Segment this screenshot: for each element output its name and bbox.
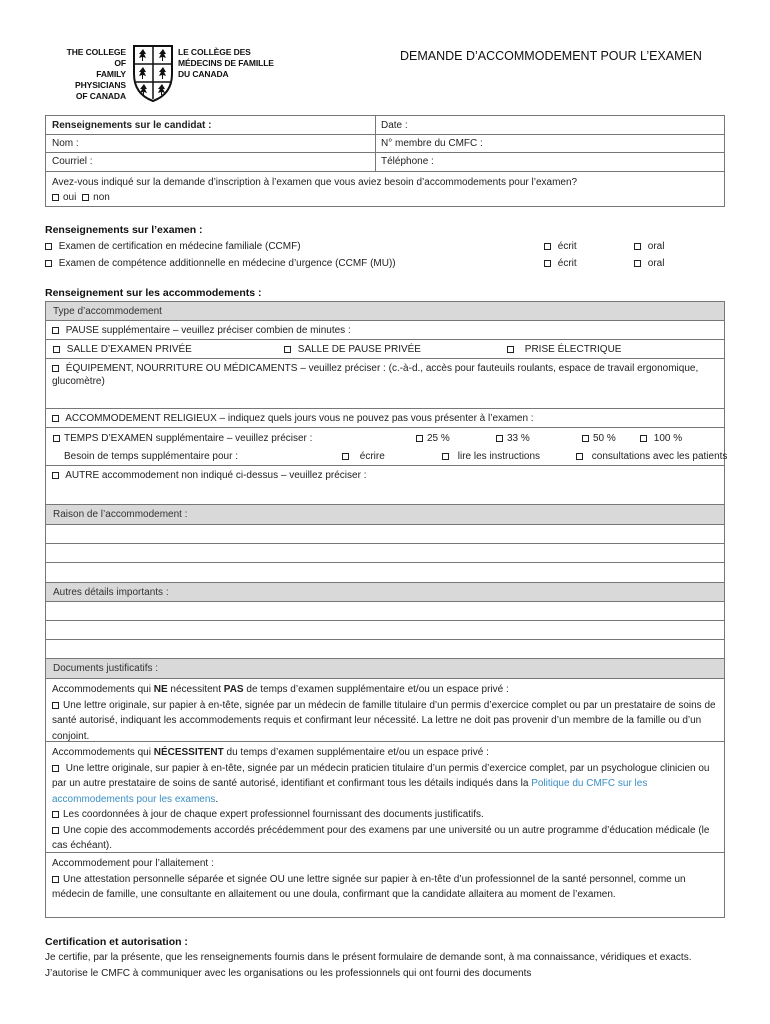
need-read-label: lire les instructions bbox=[457, 451, 541, 462]
accommodations-table bbox=[45, 301, 728, 918]
time-50-label: 50 % bbox=[593, 433, 616, 444]
breastfeeding-section bbox=[46, 853, 724, 917]
nec-copy-text: Une copie des accommodements accordés précédemment pour des examens par une université ou un autre programme d’éducation médicale (le cas échéant). bbox=[52, 824, 710, 851]
need-write-checkbox[interactable] bbox=[342, 453, 349, 460]
time-100-label: 100 % bbox=[653, 433, 683, 444]
date-field[interactable]: Date : bbox=[381, 120, 408, 131]
equipment-checkbox[interactable] bbox=[52, 365, 59, 372]
ccmf-checkbox[interactable] bbox=[45, 243, 52, 250]
nec-bold: NÉCESSITENT bbox=[153, 747, 224, 758]
ccmf-mu-oral bbox=[634, 257, 664, 270]
private-break-room-checkbox[interactable] bbox=[284, 346, 291, 353]
equipment-label: ÉQUIPEMENT, NOURRITURE OU MÉDICAMENTS – veuillez préciser : (c.-à-d., accès pour fauteuils roulants, espace de travail ergonomique, glucomètre) bbox=[52, 363, 699, 387]
ccmf-mu-oral-checkbox[interactable] bbox=[634, 260, 641, 267]
email-field[interactable]: Courriel : bbox=[52, 156, 93, 167]
non-label: non bbox=[93, 192, 110, 203]
breastfeeding-text: Une attestation personnelle séparée et signée OU une lettre signée sur papier à en-tête d’un professionnel de la santé personnel, comme un médecin de famille, une consultante en allaitement ou une doula, confirmant que la candidate allaitera au moment de l’examen. bbox=[52, 873, 686, 900]
private-exam-room-label: SALLE D’EXAMEN PRIVÉE bbox=[66, 344, 192, 355]
time-33-label: 33 % bbox=[507, 433, 530, 444]
certification-text: Je certifie, par la présente, que les renseignements fournis dans le présent formulaire de demande sont, à ma connaissance, véridiques et exacts. J’autorise le CMFC à communiquer avec les organisations ou les professionnels qui ont fourni des documents bbox=[45, 952, 692, 979]
exam-ccmf-mu-row bbox=[45, 257, 396, 270]
exam-ccmf-row bbox=[45, 240, 301, 253]
need-consult-label: consultations avec les patients bbox=[591, 451, 728, 462]
other-label: AUTRE accommodement non indiqué ci-dessus – veuillez préciser : bbox=[65, 470, 367, 481]
ecrit-label: écrit bbox=[557, 241, 577, 252]
no-extra-time-section bbox=[46, 679, 724, 742]
details-line[interactable] bbox=[46, 621, 724, 640]
need-consult-checkbox[interactable] bbox=[576, 453, 583, 460]
candidate-table bbox=[45, 115, 725, 207]
nec-prefix: Accommodements qui bbox=[52, 747, 154, 758]
electrical-outlet bbox=[507, 343, 621, 356]
ccmf-label: Examen de certification en médecine familiale (CCMF) bbox=[58, 241, 301, 252]
time-50 bbox=[582, 432, 616, 445]
ccmf-oral bbox=[634, 240, 664, 253]
pause-row bbox=[46, 321, 724, 340]
ne-bold: NE bbox=[153, 684, 168, 695]
ccmf-oral-checkbox[interactable] bbox=[634, 243, 641, 250]
time-33 bbox=[496, 432, 530, 445]
logo-fr-line: DU CANADA bbox=[178, 69, 229, 79]
time-33-checkbox[interactable] bbox=[496, 435, 503, 442]
need-read-checkbox[interactable] bbox=[442, 453, 449, 460]
candidate-heading: Renseignements sur le candidat : bbox=[52, 120, 212, 131]
exam-time-label: TEMPS D’EXAMEN supplémentaire – veuillez préciser : bbox=[64, 433, 313, 444]
time-100 bbox=[640, 432, 682, 445]
reason-line[interactable] bbox=[46, 525, 724, 544]
type-header: Type d’accommodement bbox=[46, 302, 724, 321]
ne-mid: nécessitent bbox=[167, 684, 224, 695]
oral-label: oral bbox=[647, 258, 665, 269]
ecrit-label: écrit bbox=[557, 258, 577, 269]
logo-en-line: OF CANADA bbox=[75, 91, 126, 101]
nec-letter-checkbox[interactable] bbox=[52, 765, 59, 772]
nec-letter-text: Une lettre originale, sur papier à en-tête, signée par un médecin praticien titulaire d’un permis d’exercice complet, par un psychologue clinicien ou par un autre prestataire de soins de santé autorisé, identifiant et confirmant tous les détails indiqués dans la bbox=[52, 762, 710, 789]
electrical-outlet-checkbox[interactable] bbox=[507, 346, 514, 353]
ne-suffix: de temps d’examen supplémentaire et/ou un espace privé : bbox=[243, 684, 509, 695]
private-exam-room bbox=[53, 343, 192, 356]
need-consult bbox=[576, 450, 727, 463]
member-number-field[interactable]: N° membre du CMFC : bbox=[381, 138, 483, 149]
need-write bbox=[342, 450, 385, 463]
exam-time-checkbox[interactable] bbox=[53, 435, 60, 442]
phone-field[interactable]: Téléphone : bbox=[381, 156, 434, 167]
non-checkbox[interactable] bbox=[82, 194, 89, 201]
other-row bbox=[46, 466, 724, 505]
time-25 bbox=[416, 432, 450, 445]
ne-letter-text: Une lettre originale, sur papier à en-tête, signée par un médecin de famille titulaire d’un permis d’exercice complet ou par un prestataire de soins de santé autorisé, indiquant les accommodements requis et confirmant leur nécessité. La lettre ne doit pas provenir d’un membre de la famille ou d’un conjoint. bbox=[52, 699, 716, 742]
ne-letter-checkbox[interactable] bbox=[52, 702, 59, 709]
need-write-label: écrire bbox=[359, 451, 385, 462]
logo-english-text bbox=[56, 47, 126, 102]
oral-label: oral bbox=[647, 241, 665, 252]
reason-line[interactable] bbox=[46, 544, 724, 563]
electrical-outlet-label: PRISE ÉLECTRIQUE bbox=[524, 344, 622, 355]
reason-header: Raison de l’accommodement : bbox=[46, 505, 724, 525]
exam-time bbox=[53, 432, 312, 445]
details-line[interactable] bbox=[46, 602, 724, 621]
nec-copy-checkbox[interactable] bbox=[52, 827, 59, 834]
certification-heading: Certification et autorisation : bbox=[45, 936, 188, 948]
pas-bold: PAS bbox=[223, 684, 244, 695]
document-title: DEMANDE D’ACCOMMODEMENT POUR L’EXAMEN bbox=[400, 49, 702, 63]
logo-fr-line: MÉDECINS DE FAMILLE bbox=[178, 58, 274, 68]
breastfeeding-checkbox[interactable] bbox=[52, 876, 59, 883]
equipment-row bbox=[46, 359, 724, 409]
time-25-label: 25 % bbox=[427, 433, 450, 444]
breastfeeding-heading: Accommodement pour l’allaitement : bbox=[52, 858, 214, 869]
logo-en-line: FAMILY PHYSICIANS bbox=[75, 69, 126, 90]
policy-link[interactable]: Politique du CMFC sur les accommodements pour les examens bbox=[52, 778, 648, 805]
oui-label: oui bbox=[63, 192, 77, 203]
nec-contacts-checkbox[interactable] bbox=[52, 811, 59, 818]
ccmf-ecrit-checkbox[interactable] bbox=[544, 243, 551, 250]
nec-contacts-text: Les coordonnées à jour de chaque expert professionnel fournissant des documents justificatifs. bbox=[63, 809, 484, 820]
pause-checkbox[interactable] bbox=[52, 327, 59, 334]
private-break-room bbox=[284, 343, 421, 356]
private-break-room-label: SALLE DE PAUSE PRIVÉE bbox=[297, 344, 421, 355]
yes-no-options bbox=[52, 191, 110, 204]
ccmf-ecrit bbox=[544, 240, 577, 253]
extra-time-needed-label: Besoin de temps supplémentaire pour : bbox=[64, 451, 238, 462]
extra-time-section: Accommodements qui NÉCESSITENT du temps d’examen supplémentaire et/ou un espace privé : Une lettre originale, sur papier à en-tête, signée par un médecin praticien titulaire d’un permis d’exercice complet, par un psychologue clinicien ou par un autre prestataire de soins de santé autorisé, identifiant et confirmant tous les détails indiqués dans la Politique du CMFC sur les accommodements pour les examens. Les coordonnées à jour de chaque expert professionnel fournissant des documents justificatifs. Une copie des accommodements accordés précédemment pour des examens par une université ou un autre programme d’éducation médicale (le cas échéant). bbox=[46, 742, 724, 853]
religious-label: ACCOMMODEMENT RELIGIEUX – indiquez quels jours vous ne pouvez pas vous présenter à l’examen : bbox=[65, 413, 534, 424]
religious-checkbox[interactable] bbox=[52, 415, 59, 422]
cfpc-logo bbox=[56, 44, 276, 104]
ccmf-mu-ecrit bbox=[544, 257, 577, 270]
oui-checkbox[interactable] bbox=[52, 194, 59, 201]
time-25-checkbox[interactable] bbox=[416, 435, 423, 442]
supporting-docs-header: Documents justificatifs : bbox=[46, 659, 724, 679]
ccmf-mu-label: Examen de compétence additionnelle en médecine d’urgence (CCMF (MU)) bbox=[58, 258, 396, 269]
exam-heading: Renseignements sur l’examen : bbox=[45, 224, 203, 236]
need-read bbox=[442, 450, 540, 463]
reason-line[interactable] bbox=[46, 563, 724, 583]
ccmf-mu-ecrit-checkbox[interactable] bbox=[544, 260, 551, 267]
details-line[interactable] bbox=[46, 640, 724, 659]
accommodation-question: Avez-vous indiqué sur la demande d’inscription à l’examen que vous aviez besoin d’accommodements pour l’examen? bbox=[52, 177, 578, 188]
logo-fr-line: LE COLLÈGE DES bbox=[178, 47, 251, 57]
time-100-checkbox[interactable] bbox=[640, 435, 647, 442]
logo-en-line: THE COLLEGE OF bbox=[66, 47, 126, 68]
other-checkbox[interactable] bbox=[52, 472, 59, 479]
other-details-header: Autres détails importants : bbox=[46, 583, 724, 602]
ccmf-mu-checkbox[interactable] bbox=[45, 260, 52, 267]
name-field[interactable]: Nom : bbox=[52, 138, 79, 149]
nec-suffix: du temps d’examen supplémentaire et/ou un espace privé : bbox=[223, 747, 489, 758]
private-exam-room-checkbox[interactable] bbox=[53, 346, 60, 353]
pause-label: PAUSE supplémentaire – veuillez préciser combien de minutes : bbox=[65, 325, 351, 336]
ne-prefix: Accommodements qui bbox=[52, 684, 154, 695]
religious-row bbox=[46, 409, 724, 428]
logo-french-text bbox=[178, 47, 278, 80]
accommodations-heading: Renseignement sur les accommodements : bbox=[45, 287, 262, 299]
crest-icon bbox=[132, 44, 174, 102]
time-50-checkbox[interactable] bbox=[582, 435, 589, 442]
